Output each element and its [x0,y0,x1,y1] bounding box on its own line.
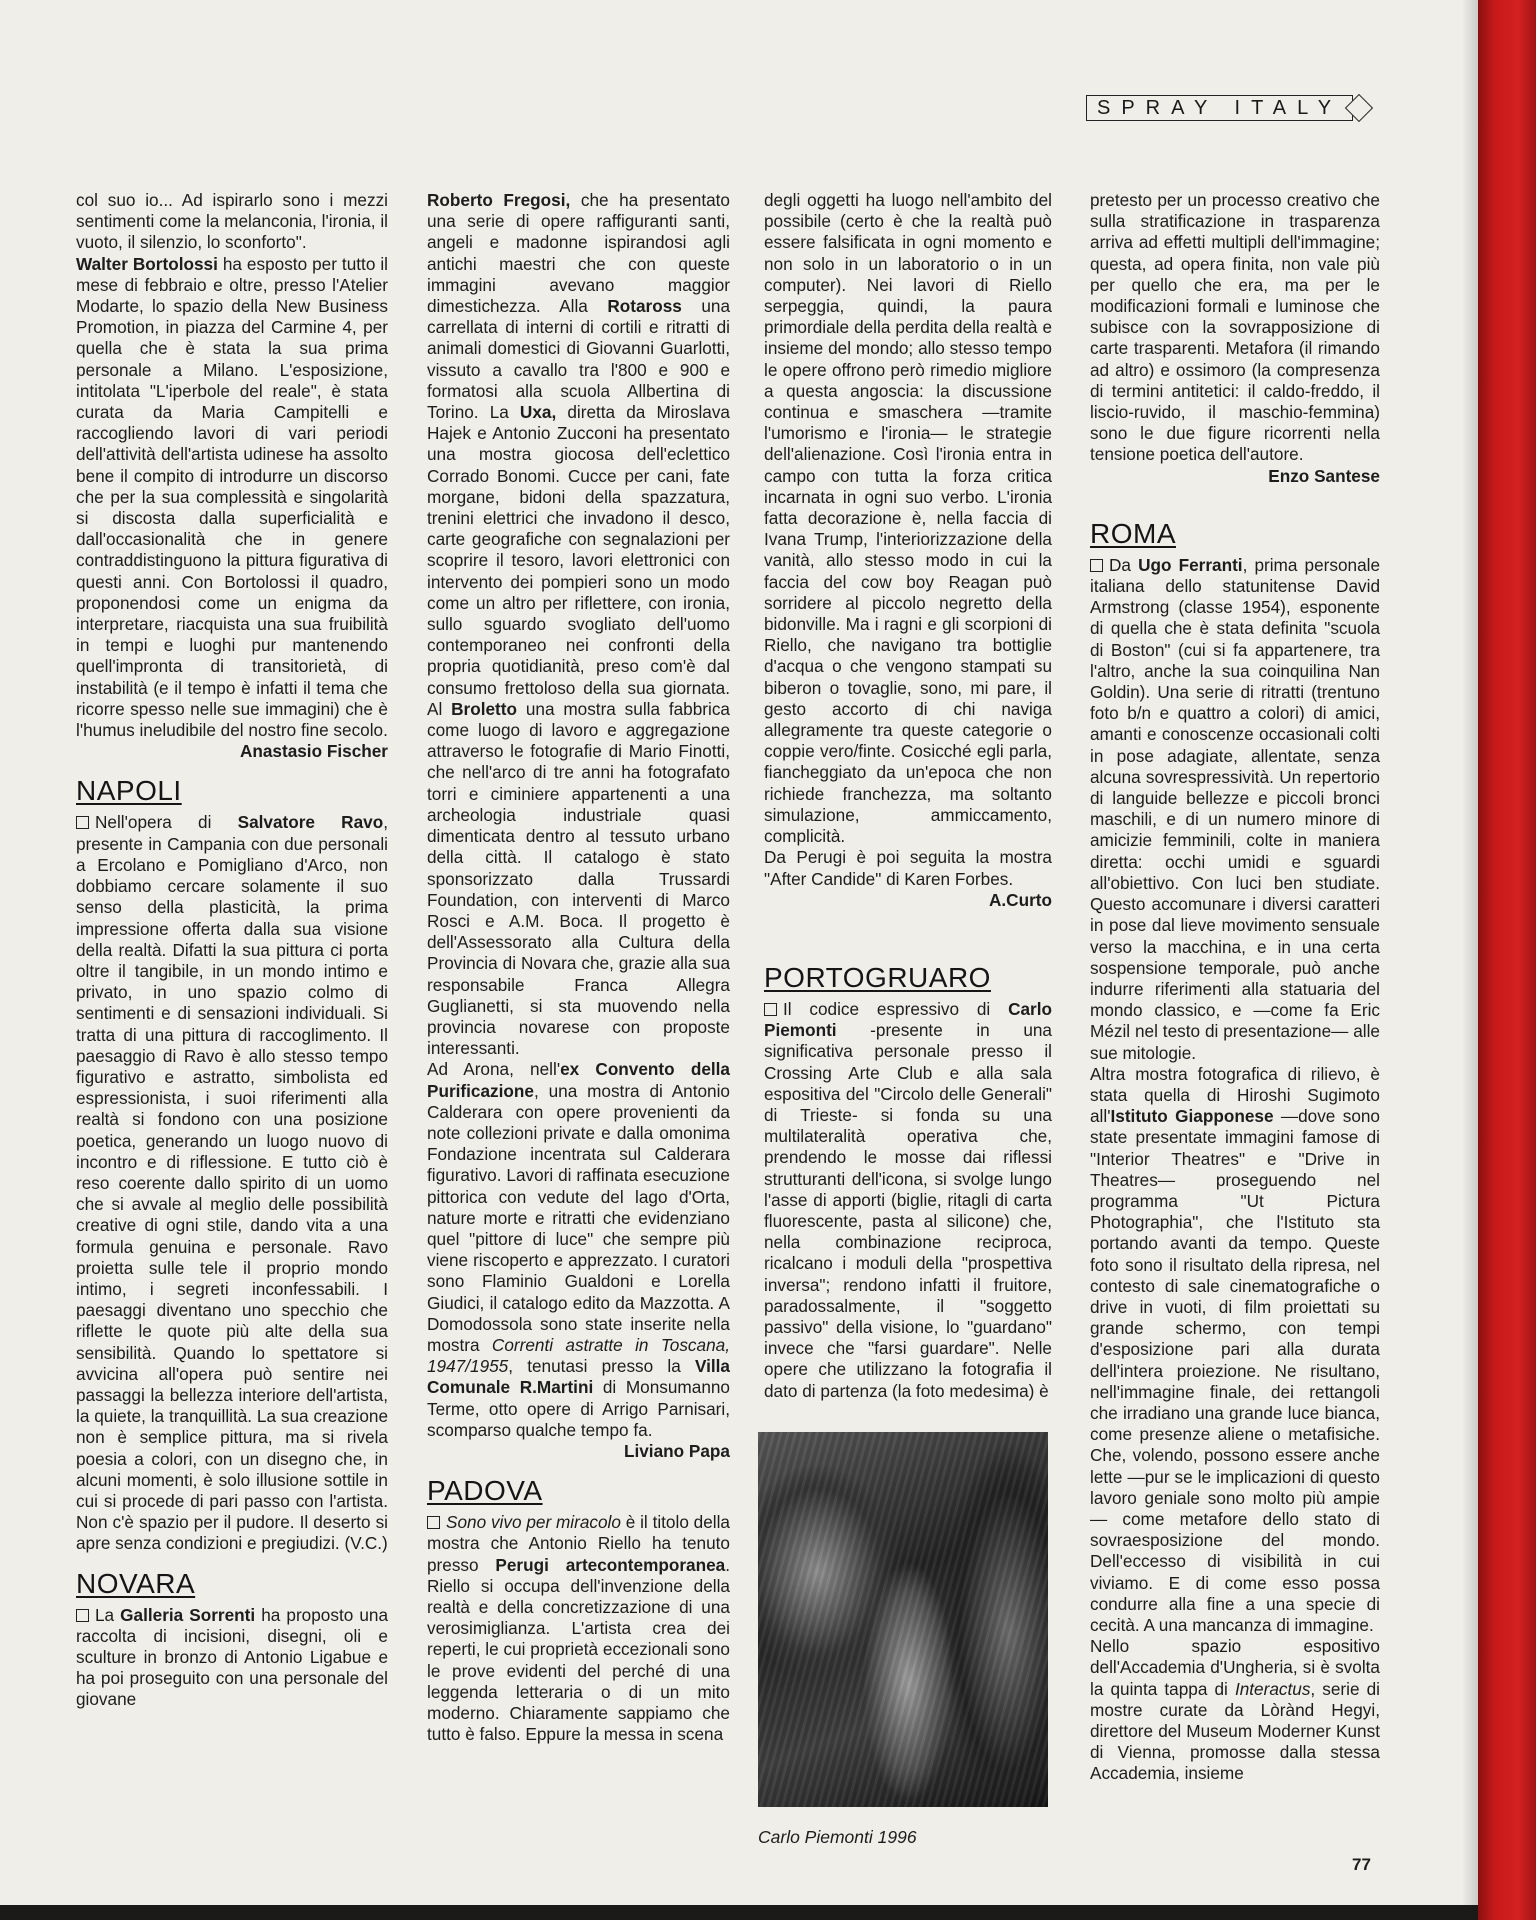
checkbox-bullet-icon [76,816,89,829]
col3-paragraph-1: degli oggetti ha luogo nell'ambito del possibile (certo è che la realtà può essere falsificata in ogni momento e non solo in un laboratorio o in un computer). Nei lavori di Riello serpeggia, quindi, la paura primordiale della perdita della realtà e insieme del mondo; allo stesso tempo le opere offrono però rimedio migliore a questa angoscia: la discussione continua e smaschera —tramite l'umorismo e l'ironia— le strategie dell'alienazione. Così l'ironia entra in campo con tutta la forza critica incarnata in ogni suo verbo. L'ironia fatta decorazione è, nella faccia di Ivana Trump, l'interiorizzazione della vanità, allo stesso modo in cui la faccia del cow boy Reagan può sorridere al piccolo negretto della bidonville. Ma i ragni e gli scorpioni di Riello, che navigano tra bottiglie d'acqua o che vengono stampati su biberon o tovaglie, sono, mi pare, il gesto accorto di chi naviga allegramente tra queste categorie o coppie vero/finte. Cosicché egli parla, fiancheggiato da un'epoca che non richiede franchezza, ma soltanto simulazione, ammiccamento, complicità. [764,190,1052,847]
venue-name: ex Convento della Purificazione [427,1059,730,1101]
venue-name: Broletto [451,698,517,719]
photo-caption: Carlo Piemonti 1996 [758,1827,917,1847]
section-title-portogruaro: PORTOGRUARO [764,961,991,993]
section-title-novara: NOVARA [76,1567,196,1599]
column-3 [764,190,1052,1402]
gallery-name: Galleria Sorrenti [120,1604,256,1625]
col4-p2-pre: Altra mostra fotografica di rilievo, è stata quella di Hiroshi Sugimoto all' [1090,1063,1380,1127]
col1-paragraph-1: col suo io... Ad ispirarlo sono i mezzi sentimenti come la melanconia, l'ironia, il vuoto, il silenzio, lo sconforto". [76,190,388,253]
col2-p2-text-3: di Monsumanno Terme, otto opere di Arrigo Parnisari, scomparso qualche tempo fa. [427,1377,730,1440]
section-title-padova: PADOVA [427,1475,543,1507]
col2-text-2: una carrellata di interni di cortili e ritratti di animali domestici di Giovanni Guarlotti, vissuto a cavallo tra l'800 e 900 e formatosi alla scuola Allbertina di Torino. La [427,296,730,423]
roma-text: , prima personale italiana dello statunitense David Armstrong (classe 1954), esponente di quella che è stata definita "scuola di Boston" (cui si fa appartenere, tra l'altro, anche la sua coinquilina Nan Goldin). Una serie di ritratti (trentuno foto b/n e quattro a colori) di amici, amanti e conoscenze occasionali colti in pose adagiate, allentate, senza alcuna sovrespressività. Un repertorio di languide bellezze e piccoli bronci maschili, e di un numero minore di amicizie femminili, colte in maniera diretta: occhi umidi e sguardi all'obiettivo. Con luci ben studiate. Questo accomunare i diversi caratteri in pose dal lieve movimento sensuale verso la macchina, e in una certa sospensione temporale, può anche indurre riferimenti alla statuaria del mondo classico, e —come fa Eric Mézil nel testo di presentazione— alle sue mitologie. [1090,554,1381,1063]
roma-paragraph [1090,555,1380,1064]
checkbox-bullet-icon [427,1516,440,1529]
roma-text-pre: Da [1109,554,1139,575]
artist-name: Roberto Fregosi, [427,190,571,210]
venue-name: Istituto Giapponese [1110,1106,1274,1127]
col2-paragraph-1 [427,190,730,1059]
column-2 [427,190,730,1745]
novara-text: ha proposto una raccolta di incisioni, disegni, oli e sculture in bronzo di Antonio Ligabue e ha poi proseguito con una personale del giovane [76,1604,389,1710]
gallery-name: Ugo Ferranti [1138,554,1243,575]
napoli-paragraph [76,812,388,1554]
col4-paragraph-2 [1090,1064,1380,1636]
napoli-text-pre: Nell'opera di [95,812,238,833]
gallery-name: Rotaross [607,296,682,317]
col3-paragraph-2: Da Perugi è poi seguita la mostra "After Candide" di Karen Forbes. [764,847,1052,889]
section-header [1086,95,1369,121]
gallery-name: Perugi artecontemporanea [495,1554,726,1575]
col2-text-4: una mostra sulla fabbrica come luogo di lavoro e aggregazione attraverso le fotografie di Mario Finotti, che nell'arco di tre anni ha fotografato torri e ciminiere appartenenti a una archeologia industriale quasi dimenticata dentro al tessuto urbano della città. Il catalogo è stato sponsorizzato dalla Trussardi Foundation, con interventi di Marco Rosci e A.M. Boca. Il progetto è dell'Assessorato alla Cultura della Provincia di Novara che, grazie alla sua responsabile Franca Allegra Guglianetti, si sta muovendo nella provincia novarese con proposte interessanti. [427,698,730,1059]
novara-text-pre: La [95,1604,121,1625]
portogruaro-text-pre: Il codice espressivo di [783,998,1009,1019]
col2-p2-text-2: , tenutasi presso la [508,1356,695,1377]
artwork-photo [758,1432,1048,1807]
col1-paragraph-2-text: ha esposto per tutto il mese di febbraio e oltre, presso l'Atelier Modarte, lo spazio della New Business Promotion, in piazza del Carmine 4, per quella che è stata la sua prima personale a Milano. L'esposizione, intitolata "L'iperbole del reale", è stata curata da Maria Campitelli e raccogliendo lavori di vari periodi dell'attività dell'artista udinese ha assolto bene il compito di introdurre un discorso che per la sua complessità e singolarità si discosta dalla superficialità e dall'occasionalità che in genere contraddistinguono la pittura figurativa di questi anni. Con Bortolossi il quadro, proponendosi come un enigma da interpretare, riacquista una sua fruibilità in tempi e luoghi pur mantenendo quell'impronta di transitorietà, di instabilità (e il tempo è infatti il tema che ricorre spesso nelle sue immagini) che è l'humus ineludibile del nostro fine secolo. [76,253,388,741]
venue-name: Villa Comunale R.Martini [427,1356,730,1398]
portogruaro-text: -presente in una significativa personale presso il Crossing Arte Club e alla sala espositiva del "Circolo delle Generali" di Trieste- si fonda su una multilateralità operativa che, prendendo le mosse dai riflessi strutturanti dell'icona, si svolge lungo l'asse di apporti (biglie, ritagli di carta fluorescente, pasta al silicone) che, nella combinazione reciproca, ricalcano i moduli della "prospettiva inversa"; rendono infatti il fruitore, paradossalmente, il "soggetto passivo" della visione, lo "guardano" invece che "farsi guardare". Nelle opere che utilizzano la fotografia il dato di partenza (la foto medesima) è [764,1020,1052,1401]
column-1 [76,190,388,1711]
checkbox-bullet-icon [764,1003,777,1016]
page-number: 77 [1352,1855,1371,1874]
napoli-text: , presente in Campania con due personali a Ercolano e Pomigliano d'Arco, non dobbiamo cercare solamente il suo senso della plasticità, la prima impressione offerta dalla sua visione della realtà. Difatti la sua pittura ci porta oltre il tangibile, in un mondo intimo e privato, in uno spazio colmo di sentimenti e di sensazioni individuali. Si tratta di una pittura di raccoglimento. Il paesaggio di Ravo è allo stesso tempo figurativo e astratto, simbolista ed espressionista, i suoi riferimenti alla realtà si fondono con una posizione poetica, generando un luogo nuovo di incontro e di riflessione. E tutto ciò è reso coerente dallo spirito di un uomo che si avvale al meglio delle possibilità creative di ogni stile, dando vita a una formula genuina e personale. Ravo proietta sulle tele il proprio mondo intimo, i segreti inconfessabili. I paesaggi diventano uno specchio che riflette le quote più alte della sua sensibilità. Quando lo spettatore si avvicina all'opera può sentire nei passaggi la bellezza interiore dell'artista, la quiete, la tranquillità. La sua creazione non è semplice pittura, ma si rivela poesia a colori, con un disegno che, in alcuni momenti, è solo illusione sottile in cui si procede di pari passo con l'artista. Non c'è spazio per il pudore. Il deserto si apre senza condizioni e pregiudizi. (V.C.) [76,812,388,1554]
checkbox-bullet-icon [1090,559,1103,572]
gallery-name: Uxa, [519,402,557,423]
author-signature: Liviano Papa [623,1440,730,1461]
novara-paragraph [76,1605,388,1711]
col4-p3-pre: Nello spazio espositivo dell'Accademia d'Ungheria, si è svolta la quinta tappa di [1090,1636,1380,1699]
col4-p2-text: —dove sono state presentate immagini famose di "Interior Theatres" e "Drive in Theatres— proseguendo nel programma "Ut Pictura Photographia", che l'Istituto sta portando avanti da tempo. Queste foto sono il risultato della ripresa, nel contesto di sale cinematografiche o drive in vuoti, di film proiettati su grande schermo, con tempi d'esposizione pari alla durata dell'intera proiezione. Ne risultano, nell'immagine finale, dei rettangoli che irradiano una grande luce bianca, come presenze aliene o metafisiche. Che, volendo, possono essere anche lette —pur se le implicazioni di questo lavoro geniale sono molto più ampie— come metafore dello stato di sovraesposizione del mondo. Dell'eccesso di visibilità in cui viviamo. E di come esso possa condurre alla fine a una specie di cecità. A una mancanza di immagine. [1090,1106,1380,1635]
section-header-label: SPRAY ITALY [1086,95,1353,121]
col4-p3-text: , serie di mostre curate da Lòrànd Hegyi, direttore del Museum Moderner Kunst di Vienna, promosse dalla stessa Accademia, insieme [1090,1678,1380,1784]
exhibition-title: Sono vivo per miracolo [446,1512,621,1533]
col2-text-3: diretta da Miroslava Hajek e Antonio Zucconi ha presentato una mostra giocosa dell'eclettico Corrado Bonomi. Cucce per cani, fate morgane, bidoni della spazzatura, trenini elettrici che invadono il desco, carte geografiche con segnalazioni per scoprire il tesoro, lavori elettronici con intervento dei pompieri sono un modo come un altro per riflettere, con ironia, sullo sguardo svogliato dell'uomo contemporaneo nei confronti della propria quotidianità, preso com'è dal consumo frettoloso della sua giornata. Al [427,402,730,719]
author-signature: Enzo Santese [1268,465,1380,486]
section-title-roma: ROMA [1090,517,1176,549]
portogruaro-paragraph [764,999,1052,1402]
col2-paragraph-2 [427,1059,730,1441]
checkbox-bullet-icon [76,1609,89,1622]
exhibition-title: Correnti astratte in Toscana, 1947/1955 [427,1334,730,1377]
col1-paragraph-2 [76,254,388,742]
author-signature: A.Curto [988,889,1052,910]
red-binding-edge [1478,0,1536,1920]
col4-paragraph-1: pretesto per un processo creativo che sulla stratificazione in trasparenza arriva ad effetti multipli dell'immagine; questa, ad opera finita, non vale più per quello che era, ma per le modificazioni formali e luminose che subisce con la sovrapposizione di carte trasparenti. Metafora (il rimando ad altro) e ossimoro (la compresenza di termini antitetici: il caldo-freddo, il liscio-ruvido, il maschio-femmina) sono le due figure ricorrenti nella tensione poetica dell'autore. [1090,190,1380,465]
col2-p2-text: , una mostra di Antonio Calderara con opere provenienti da note collezioni private e dalla omonima Fondazione incentrata sul Calderara figurativo. Lavori di raffinata esecuzione pittorica con vedute del lago d'Orta, nature morte e ritratti che evidenziano quel "pittore di luce" che sempre più viene riscoperto e apprezzato. I curatori sono Flaminio Gualdoni e Lorella Giudici, il catalogo edito da Mazzotta. A Domodossola sono state inserite nella mostra [427,1080,730,1355]
col4-paragraph-3 [1090,1636,1380,1784]
exhibition-title: Interactus [1234,1678,1311,1699]
col2-text-1: che ha presentato una serie di opere raffiguranti santi, angeli e madonne ispirandosi agli antichi maestri che con queste immagini avevano maggior dimestichezza. Alla [427,190,730,317]
column-4 [1090,190,1380,1785]
padova-text-2: . Riello si occupa dell'invenzione della realtà e della concretizzazione di una verosimiglianza. L'artista crea dei reperti, le cui proprietà eccezionali sono le prove evidenti del perché di una leggenda letteraria o di un mito moderno. Chiaramente sappiamo che tutto è falso. Eppure la messa in scena [427,1554,730,1745]
col2-p2-pre: Ad Arona, nell' [427,1059,561,1080]
artist-name: Salvatore Ravo [237,812,384,833]
section-title-napoli: NAPOLI [76,775,182,807]
author-signature: Anastasio Fischer [239,741,388,762]
page-bottom-edge [0,1905,1478,1920]
photo-texture [758,1432,1048,1807]
artist-name: Walter Bortolossi [76,253,218,274]
padova-text-1: è il titolo della mostra che Antonio Riello ha tenuto presso [427,1512,730,1575]
padova-paragraph [427,1512,730,1745]
artist-name: Carlo Piemonti [764,998,1052,1041]
